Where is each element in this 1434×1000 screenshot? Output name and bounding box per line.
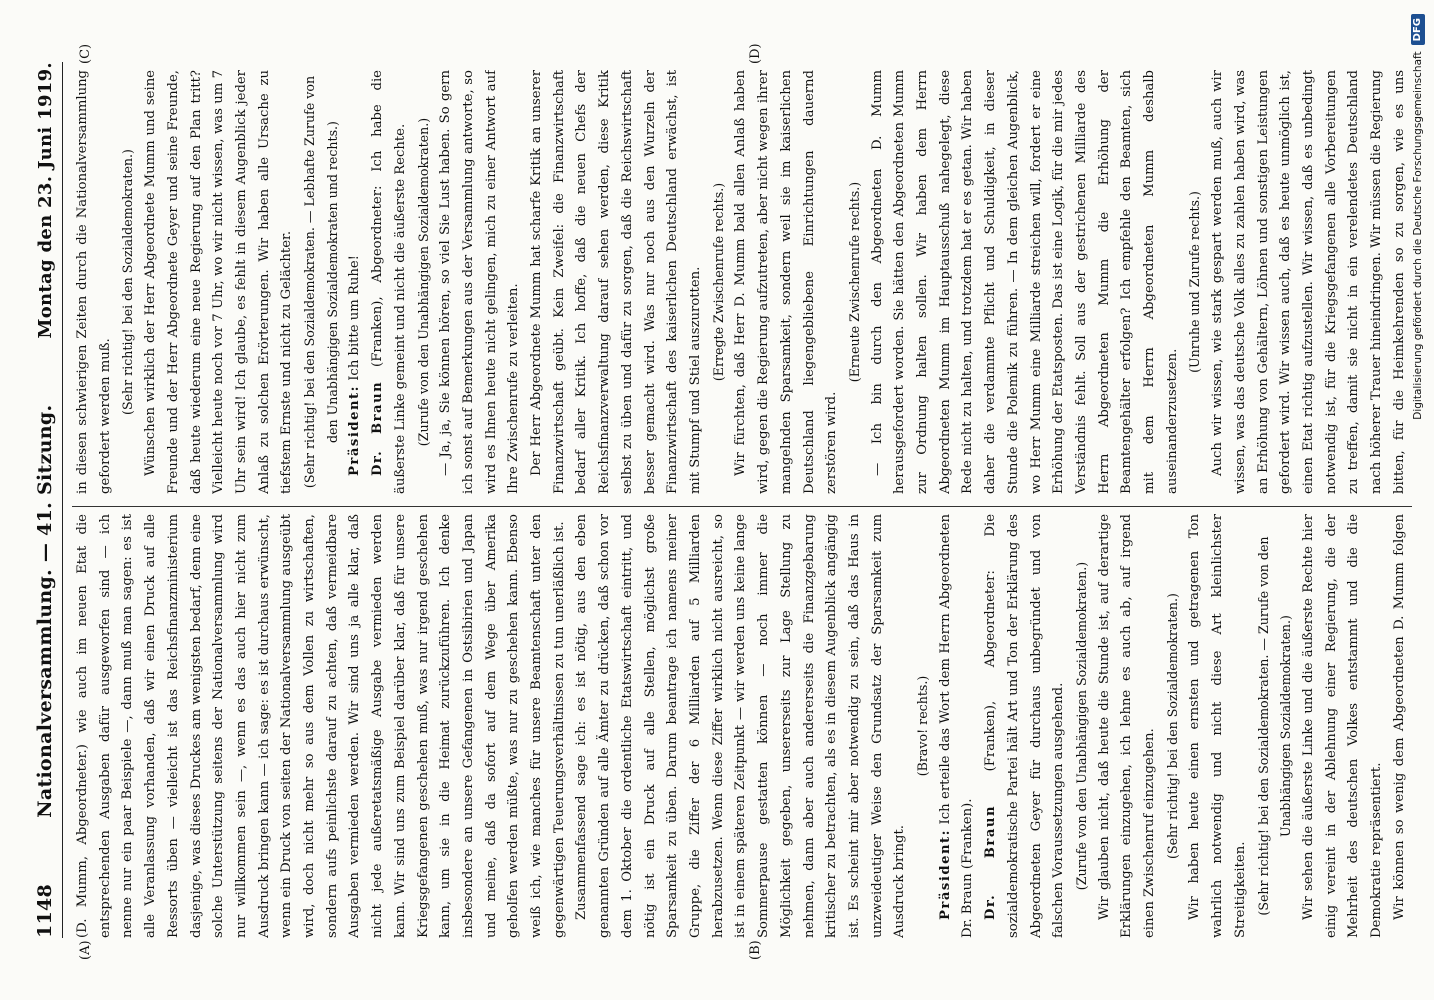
paragraph: in diesen schwierigen Zeiten durch die Nationalversammlung gefordert werden muß. — [75, 70, 113, 494]
interjection: (Sehr richtig! bei den Sozialdemokraten. — Zurufe von den Unabhängigen Sozialdemokraten.) — [1255, 536, 1294, 916]
margin-mark-c: (C) — [78, 43, 93, 64]
paragraph: Der Herr Abgeordnete Mumm hat scharfe Kritik an unserer Finanzwirtschaft geübt. Kein Zweifel: die Finanzwirtschaft bedarf aller Kritik. Ich hoffe, daß die neuen Chefs der Reichsfinanzverwaltung darauf sehen werden, diese Kritik selbst zu üben und dafür zu sorgen, daß die Reichswirtschaft besser gemacht wird. Was nur noch aus den Wurzeln der Finanzwirtschaft des kaiserlichen Deutschland erwächst, ist mit Stumpf und Stiel auszurotten. — [529, 70, 703, 494]
page-header — [28, 62, 63, 938]
paragraph: Zusammenfassend sage ich: es ist nötig, aus den eben genannten Gründen auf alle Ämter zu drücken, daß schon vor dem 1. Oktober die ordentliche Etatswirtschaft eintritt, und nötig ist ein Druck auf alle Stellen, möglichst große Sparsamkeit zu üben. Darum beantrage ich namens meiner Gruppe, die Ziffer der 6 Milliarden auf 5 Milliarden herabzusetzen. Wenn diese Ziffer wirklich nicht ausreicht, so ist in einem späteren Zeitpunkt — wir werden uns keine lange Sommerpause gestatten können — noch immer die Möglichkeit gegeben, unsererseits zur Lage Stellung zu nehmen, dann aber auch andererseits die Finanzgebarung kritischer zu betrachten, als es in diesem Augenblick angängig ist. Es scheint mir aber notwendig zu sein, daß das Haus in unzweideutiger Weise den Grundsatz der Sparsamkeit zum Ausdruck bringt. — [574, 514, 908, 938]
speech-paragraph — [367, 70, 412, 494]
interjection: (Erneute Zwischenrufe rechts.) — [846, 181, 862, 383]
speech-text: (Franken), Abgeordneter: Ich habe die äußerste Linke gemeint und nicht die äußerste Rechte. — [370, 70, 408, 494]
paragraph: Wir sehen die äußerste Linke und die äußerste Rechte hier einig vereint in der Ablehnung einer Regierung, die der Mehrheit des deutschen Volkes entstammt und die die Demokratie repräsentiert. — [1300, 514, 1385, 938]
paragraph: — Ja, ja, Sie können hören, so viel Sie Lust haben. So gern ich sonst auf Bemerkungen aus der Versammlung antworte, so wird es Ihnen heute nicht gelingen, mich zu einer Antwort auf Ihre Zwischenrufe zu verleiten. — [438, 70, 522, 494]
paragraph: Wir haben heute einen ernsten und getragenen Ton wahrlich notwendig und nicht diese Art kleinlichster Streitigkeiten. — [1187, 514, 1248, 938]
column-divider — [72, 506, 1412, 507]
left-column — [72, 514, 1412, 938]
speaker-label: Dr. Braun — [983, 804, 999, 920]
page-number: 1148 — [34, 883, 56, 938]
interjection: (Unruhe und Zurufe rechts.) — [1187, 191, 1203, 373]
right-column — [72, 70, 1412, 494]
speech-text: Ich bitte um Ruhe! — [347, 255, 363, 381]
speaker-label: Dr. Braun — [370, 380, 386, 476]
digitization-credit — [1408, 0, 1428, 1000]
speech-text: Ich erteile das Wort dem Herrn Abgeordneten Dr. Braun (Franken). — [937, 514, 976, 938]
interjection: (Sehr richtig! bei den Sozialdemokraten. — Lebhafte Zurufe von den Unabhängigen Sozialdemokraten und rechts.) — [302, 75, 340, 489]
paragraph: Auch wir wissen, wie stark gespart werden muß, auch wir wissen, was das deutsche Volk alles zu zahlen haben wird, was an Erhöhung von Gehältern, Löhnen und sonstigen Leistungen gefordert wird. Wir wissen auch, daß es heute unmöglich ist, einen Etat richtig aufzustellen. Wir wissen, daß es unbedingt notwendig ist, für die Kriegsgefangenen alle Vorbereitungen zu treffen, damit sie nicht in ein verelendetes Deutschland nach höherer Trauer hineindringen. Wir müssen die Regierung bitten, für die Heimkehrenden so zu sorgen, wie es uns — [1210, 70, 1407, 494]
interjection: (Sehr richtig! bei den Sozialdemokraten.) — [120, 149, 136, 415]
interjection: (Zurufe von den Unabhängigen Sozialdemokraten.) — [1073, 561, 1089, 891]
margin-mark-d: (D) — [748, 43, 763, 64]
dfg-logo-icon: DFG — [1411, 14, 1425, 45]
speech-paragraph — [935, 514, 980, 938]
interjection: (Zurufe von den Unabhängigen Sozialdemokraten.) — [415, 117, 431, 447]
paragraph: (D. Mumm, Abgeordneter.) wie auch im neuen Etat die entsprechenden Ausgaben dafür ausgeworfen sind — ich nenne nur ein paar Beispiele —, dann muß man sagen: es ist alle Veranlassung vorhanden, daß wir einen Druck auf alle Ressorts üben — vielleicht ist das Reichsfinanzministerium dasjenige, was dieses Druckes am wenigsten bedarf, denn eine solche Unterstützung seitens der Nationalversammlung wird nur willkommen sein —, wenn es das auch hier nicht zum Ausdruck bringen kann — ich sage: es ist durchaus erwünscht, wenn ein Druck von seiten der Nationalversammlung ausgeübt wird, doch nicht mehr so aus dem Vollen zu wirtschaften, sondern aufs peinlichste darauf zu achten, daß vermeidbare Ausgaben vermieden werden. Wir sind uns ja alle klar, daß nicht jede außeretatsmäßige Ausgabe vermieden werden kann. Wir sind uns zum Beispiel darüber klar, daß für unsere Kriegsgefangenen geschehen muß, was nur irgend geschehen kann, um sie in die Heimat zurückzuführen. Ich denke insbesondere an unsere Gefangenen in Ostsibirien und Japan und meine, daß da sofort auf dem Wege über Amerika geholfen werden müßte, was nur zu geschehen kann. Ebenso weiß ich, wie manches für unsere Beamtenschaft unter den gegenwärtigen Teuerungsverhältnissen zu tun unerläßlich ist. — [75, 514, 567, 938]
speech-paragraph — [980, 514, 1071, 938]
session-title: Nationalversammlung. — 41. Sitzung. — [34, 404, 56, 818]
paragraph: Wir glauben nicht, daß heute die Stunde ist, auf derartige Erklärungen einzugehen, ich lehne es auch ab, auf irgend einen Zwischenruf einzugehen. — [1096, 514, 1158, 938]
paragraph: Wünschen wirklich der Herr Abgeordnete Mumm und seine Freunde und der Herr Abgeordnete Geyer und seine Freunde, daß heute wiederum eine neue Regierung auf den Plan tritt? Vielleicht heute noch vor 7 Uhr, wo wir nicht wissen, was um 7 Uhr sein wird! Ich glaube, es fehlt in diesem Augenblick jeder Anlaß zu solchen Erörterungen. Wir haben alle Ursache zu tiefstem Ernste und nicht zu Gelächter. — [143, 70, 295, 494]
interjection: (Erregte Zwischenrufe rechts.) — [710, 182, 726, 382]
paragraph: Wir fürchten, daß Herr D. Mumm bald allen Anlaß haben wird, gegen die Regierung aufzutreten, aber nicht wegen ihrer mangelnden Sparsamkeit, sondern weil sie im kaiserlichen Deutschland liegengebliebene Einrichtungen dauernd zerstören wird. — [733, 70, 840, 494]
margin-mark-a: (A) — [78, 940, 93, 960]
speaker-label: Präsident: — [937, 828, 953, 920]
speaker-label: Präsident: — [347, 384, 363, 476]
interjection: (Bravo! rechts.) — [915, 675, 931, 777]
speech-text: (Franken), Abgeordneter: Die sozialdemokratische Partei hält Art und Ton der Erklärung des Abgeordneten Geyer für durchaus unbegründet und von falschen Voraussetzungen ausgehend. — [983, 514, 1067, 938]
credit-text: Digitalisierung gefördert durch die Deutsche Forschungsgemeinschaft — [1412, 51, 1424, 420]
interjection: (Sehr richtig! bei den Sozialdemokraten.) — [1164, 593, 1180, 859]
speech-paragraph — [344, 70, 367, 494]
margin-mark-b: (B) — [748, 940, 763, 960]
paragraph: Wir können so wenig dem Abgeordneten D. Mumm folgen — [1391, 514, 1407, 920]
paragraph: — Ich bin durch den Abgeordneten D. Mumm herausgefordert worden. Sie hätten den Abgeordneten Mumm zur Ordnung halten sollen. Wir haben dem Herrn Abgeordneten Mumm im Hauptausschuß nahegelegt, diese Rede nicht zu halten, und trotzdem hat er es getan. Wir haben daher die verdammte Pflicht und Schuldigkeit, in dieser Stunde die Polemik zu führen. — In dem gleichen Augenblick, wo Herr Mumm eine Milliarde streichen will, fordert er eine Erhöhung der Etatsposten. Das ist eine Logik, für die mir jedes Verständnis fehlt. Soll aus der gestrichenen Milliarde des Herrn Abgeordneten Mumm die Erhöhung der Beamtengehälter erfolgen? Ich empfehle den Beamten, sich mit dem Herrn Abgeordneten Mumm deshalb auseinanderzusetzen. — [869, 70, 1180, 494]
session-date: Montag den 23. Juni 1919. — [34, 62, 56, 339]
